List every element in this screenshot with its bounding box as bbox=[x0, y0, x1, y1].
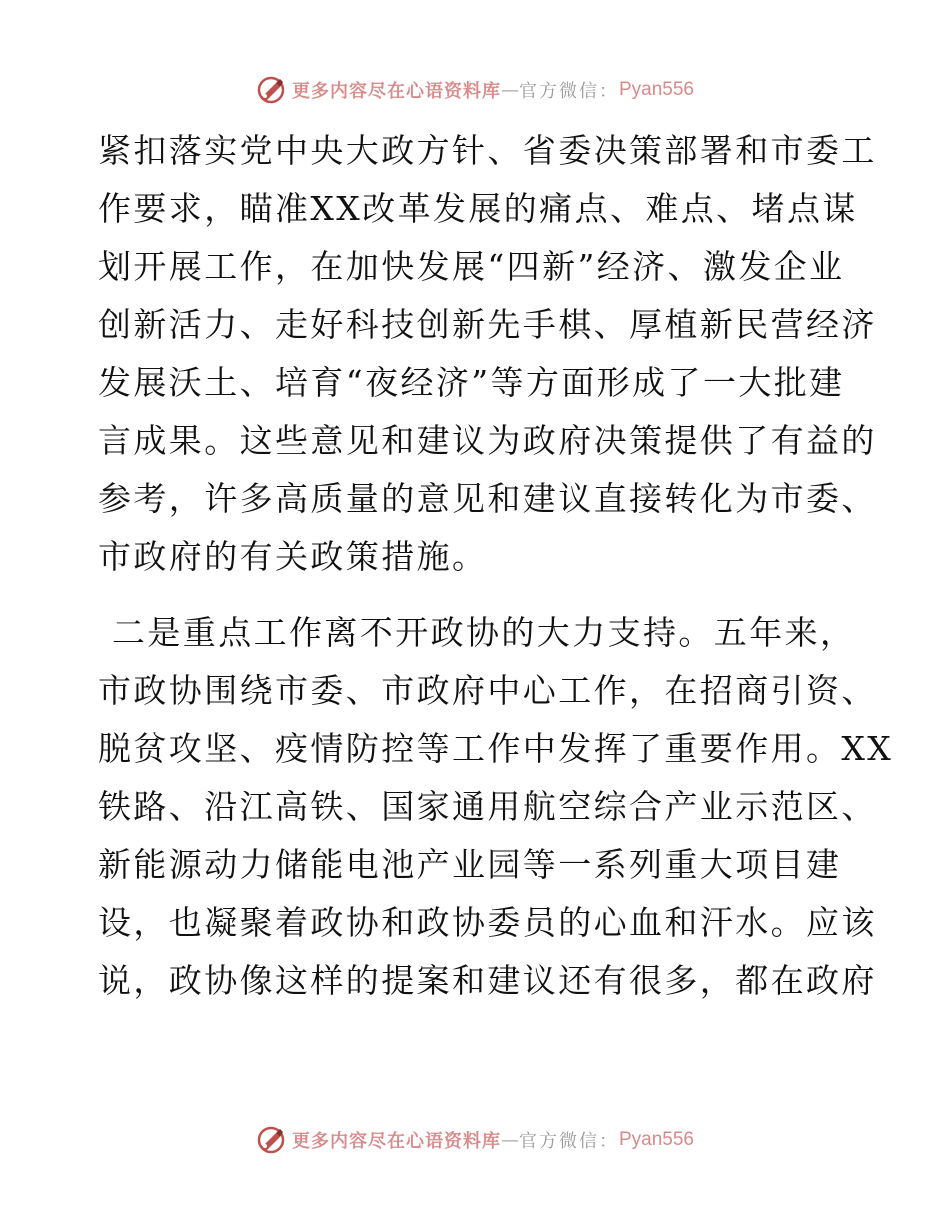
paragraph-1 bbox=[98, 122, 877, 586]
text-line: 设，也凝聚着政协和政协委员的心血和汗水。应该 bbox=[98, 903, 877, 942]
paragraph-2 bbox=[98, 604, 894, 1010]
footer-brand-text: 更多内容尽在心语资料库 bbox=[291, 1131, 501, 1152]
footer-wechat-id: Pyan556 bbox=[618, 1129, 694, 1150]
text-line: 紧扣落实党中央大政方针、省委决策部署和市委工 bbox=[98, 131, 877, 170]
document-body bbox=[98, 122, 894, 1010]
pen-logo-icon bbox=[256, 1125, 286, 1155]
footer-dash: — bbox=[500, 1129, 519, 1151]
header-dash: — bbox=[500, 79, 519, 101]
text-line: 创新活力、走好科技创新先手棋、厚植新民营经济 bbox=[98, 305, 877, 344]
text-line: 参考，许多高质量的意见和建议直接转化为市委、 bbox=[98, 479, 877, 518]
text-line: 二是重点工作离不开政协的大力支持。五年来， bbox=[112, 613, 856, 652]
text-line: 说，政协像这样的提案和建议还有很多，都在政府 bbox=[98, 961, 877, 1000]
text-line: 市政协围绕市委、市政府中心工作，在招商引资、 bbox=[98, 671, 877, 710]
text-line: 新能源动力储能电池产业园等一系列重大项目建 bbox=[98, 845, 842, 884]
pen-logo-icon bbox=[256, 75, 286, 105]
text-line: 言成果。这些意见和建议为政府决策提供了有益的 bbox=[98, 421, 877, 460]
footer-banner bbox=[0, 1120, 950, 1160]
header-official-label: 官方微信： bbox=[518, 81, 619, 102]
header-brand-text: 更多内容尽在心语资料库 bbox=[291, 81, 501, 102]
header-wechat-id: Pyan556 bbox=[618, 79, 694, 100]
header-banner bbox=[0, 70, 950, 110]
text-line: 脱贫攻坚、疫情防控等工作中发挥了重要作用。XX bbox=[98, 729, 894, 768]
text-line: 作要求，瞄准XX改革发展的痛点、难点、堵点谋 bbox=[98, 189, 858, 228]
text-line: 铁路、沿江高铁、国家通用航空综合产业示范区、 bbox=[98, 787, 877, 826]
footer-official-label: 官方微信： bbox=[518, 1131, 619, 1152]
text-line: 市政府的有关政策措施。 bbox=[98, 537, 488, 576]
text-line: 发展沃土、培育“夜经济”等方面形成了一大批建 bbox=[98, 363, 845, 402]
text-line: 划开展工作，在加快发展“四新”经济、激发企业 bbox=[98, 247, 845, 286]
paragraph-spacer bbox=[98, 586, 858, 604]
